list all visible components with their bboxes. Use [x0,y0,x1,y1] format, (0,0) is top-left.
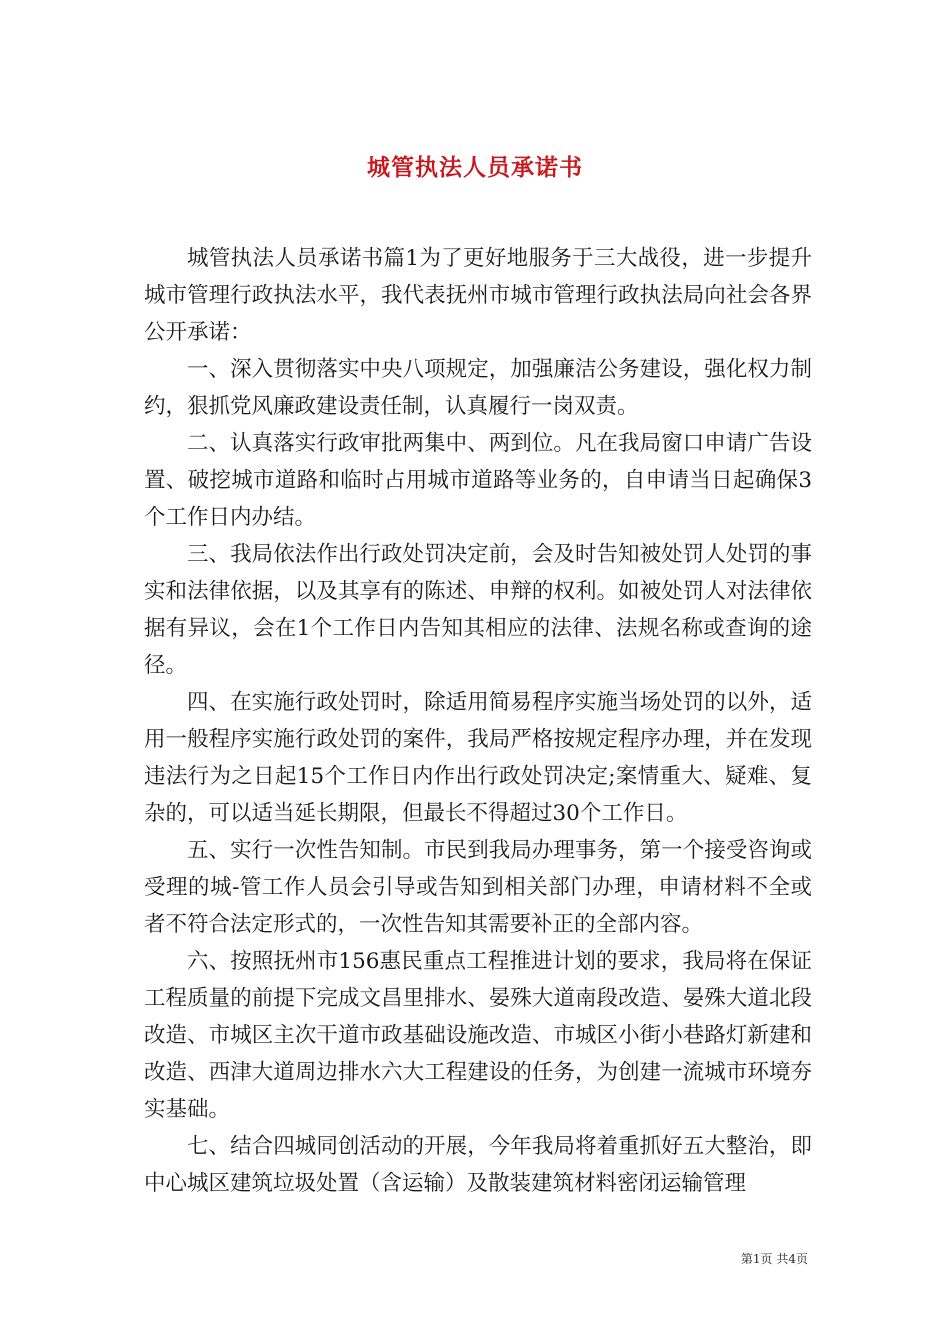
page-title: 城管执法人员承诺书 [367,155,583,182]
paragraph-item-2: 二、认真落实行政审批两集中、两到位。凡在我局窗口申请广告设置、破挖城市道路和临时占用城市道路等业务的，自申请当日起确保3个工作日内办结。 [144,431,812,530]
paragraph-intro: 城管执法人员承诺书篇1为了更好地服务于三大战役，进一步提升城市管理行政执法水平，我代表抚州市城市管理行政执法局向社会各界公开承诺： [144,246,812,345]
paragraph-item-1: 一、深入贯彻落实中央八项规定，加强廉洁公务建设，强化权力制约，狠抓党风廉政建设责任制，认真履行一岗双责。 [144,357,812,419]
paragraph-item-7: 七、结合四城同创活动的开展，今年我局将着重抓好五大整治，即中心城区建筑垃圾处置（含运输）及散装建筑材料密闭运输管理 [144,1134,812,1196]
paragraph-item-4: 四、在实施行政处罚时，除适用简易程序实施当场处罚的以外，适用一般程序实施行政处罚的案件，我局严格按规定程序办理，并在发现违法行为之日起15个工作日内作出行政处罚决定;案情重大、疑难、复杂的，可以适当延长期限，但最长不得超过30个工作日。 [144,690,812,826]
paragraph-item-3: 三、我局依法作出行政处罚决定前，会及时告知被处罚人处罚的事实和法律依据，以及其享有的陈述、申辩的权利。如被处罚人对法律依据有异议，会在1个工作日内告知其相应的法律、法规名称或查询的途径。 [144,542,812,678]
paragraph-item-5: 五、实行一次性告知制。市民到我局办理事务，第一个接受咨询或受理的城-管工作人员会引导或告知到相关部门办理，申请材料不全或者不符合法定形式的，一次性告知其需要补正的全部内容。 [144,838,812,937]
page-number-footer: 第1页 共4页 [740,1252,808,1266]
document-body [144,240,812,1202]
paragraph-item-6: 六、按照抚州市156惠民重点工程推进计划的要求，我局将在保证工程质量的前提下完成文昌里排水、晏殊大道南段改造、晏殊大道北段改造、市城区主次干道市政基础设施改造、市城区小街小巷路灯新建和改造、西津大道周边排水六大工程建设的任务，为创建一流城市环境夯实基础。 [144,949,812,1122]
